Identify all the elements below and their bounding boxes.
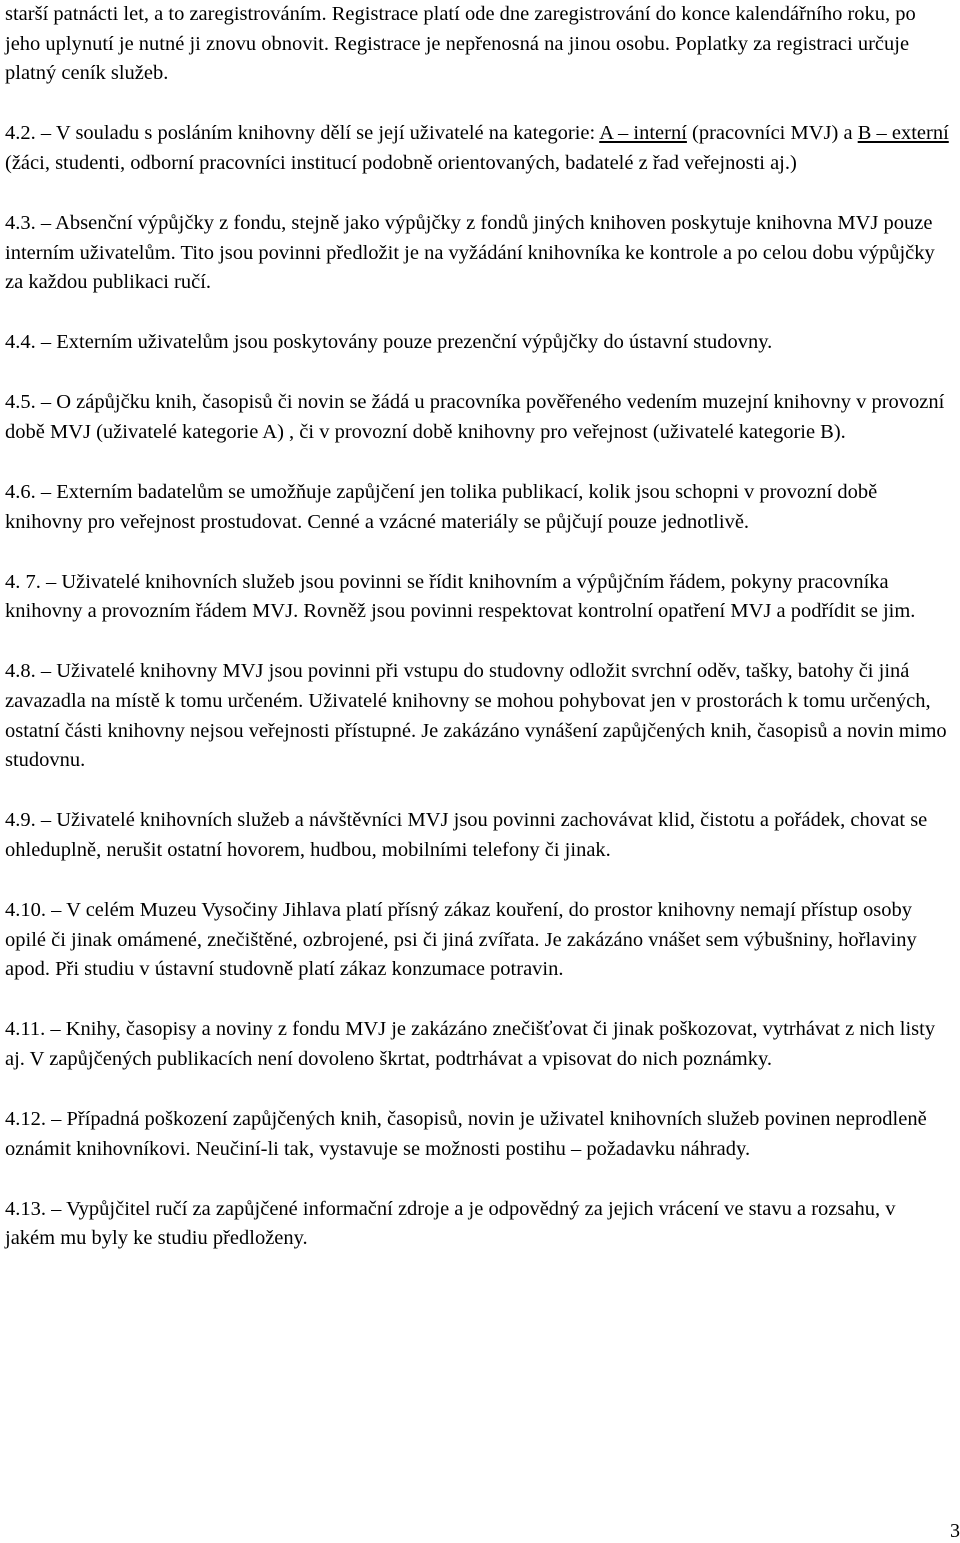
paragraph-4-2-part-3: (žáci, studenti, odborní pracovníci institucí podobně orientovaných, badatelé z řad veřejnosti aj.)	[5, 151, 797, 174]
paragraph-4-11: 4.11. – Knihy, časopisy a noviny z fondu MVJ je zakázáno znečišťovat či jinak poškozovat, vytrhávat z nich listy aj. V zapůjčených publikacích není dovoleno škrtat, podtrhávat a vpisovat do nich poznámky.	[5, 1018, 936, 1070]
paragraph-4-7: 4. 7. – Uživatelé knihovních služeb jsou povinni se řídit knihovním a výpůjčním řádem, pokyny pracovníka knihovny a provozním řádem MVJ. Rovněž jsou povinni respektovat kontrolní opatření MVJ a podřídit se jim.	[5, 570, 916, 623]
paragraph-4-2-part-2: (pracovníci MVJ) a	[686, 122, 858, 145]
paragraph-4-4: 4.4. – Externím uživatelům jsou poskytovány pouze prezenční výpůjčky do ústavní studovny.	[5, 331, 773, 354]
paragraph-intro: starší patnácti let, a to zaregistrováním. Registrace platí ode dne zaregistrování do konce kalendářního roku, po jeho uplynutí je nutné ji znovu obnovit. Registrace je nepřenosná na jinou osobu. Poplatky za registraci určuje platný ceník služeb.	[5, 3, 916, 85]
paragraph-4-13: 4.13. – Vypůjčitel ručí za zapůjčené informační zdroje a je odpovědný za jejich vrácení ve stavu a rozsahu, v jakém mu byly ke studiu předloženy.	[5, 1197, 896, 1250]
paragraph-4-2	[5, 119, 950, 178]
paragraph-4-3: 4.3. – Absenční výpůjčky z fondu, stejně jako výpůjčky z fondů jiných knihoven poskytuje knihovna MVJ pouze interním uživatelům. Tito jsou povinni předložit je na vyžádání knihovníka ke kontrole a po celou dobu výpůjčky za každou publikaci ručí.	[5, 211, 935, 294]
category-b-label: B – externí	[857, 122, 949, 145]
paragraph-4-2-part-1: 4.2. – V souladu s posláním knihovny dělí se její uživatelé na kategorie:	[5, 122, 600, 145]
paragraph-4-6: 4.6. – Externím badatelům se umožňuje zapůjčení jen tolika publikací, kolik jsou schopni v provozní době knihovny pro veřejnost prostudovat. Cenné a vzácné materiály se půjčují pouze jednotlivě.	[5, 481, 878, 533]
page-number: 3	[950, 1520, 960, 1542]
paragraph-4-5: 4.5. – O zápůjčku knih, časopisů či novin se žádá u pracovníka pověřeného vedením muzejní knihovny v provozní době MVJ (uživatelé kategorie A) , či v provozní době knihovny pro veřejnost (uživatelé kategorie B).	[5, 391, 945, 443]
paragraph-4-8: 4.8. – Uživatelé knihovny MVJ jsou povinni při vstupu do studovny odložit svrchní oděv, tašky, batohy či jiná zavazadla na místě k tomu určeném. Uživatelé knihovny se mohou pohybovat jen v prostorách k tomu určených, ostatní části knihovny nejsou veřejnosti přístupné. Je zakázáno vynášení zapůjčených knih, časopisů a novin mimo studovnu.	[5, 660, 947, 772]
paragraph-4-10: 4.10. – V celém Muzeu Vysočiny Jihlava platí přísný zákaz kouření, do prostor knihovny nemají přístup osoby opilé či jinak omámené, znečištěné, ozbrojené, psi či jiná zvířata. Je zakázáno vnášet sem výbušniny, hořlaviny apod. Při studiu v ústavní studovně platí zákaz konzumace potravin.	[5, 898, 917, 981]
document-page	[5, 0, 950, 1284]
paragraph-4-12: 4.12. – Případná poškození zapůjčených knih, časopisů, novin je uživatel knihovních služeb povinen neprodleně oznámit knihovníkovi. Neučiní-li tak, vystavuje se možnosti postihu – požadavku náhrady.	[5, 1107, 927, 1160]
category-a-label: A – interní	[599, 122, 687, 145]
paragraph-4-9: 4.9. – Uživatelé knihovních služeb a návštěvníci MVJ jsou povinni zachovávat klid, čistotu a pořádek, chovat se ohleduplně, nerušit ostatní hovorem, hudbou, mobilními telefony či jinak.	[5, 809, 928, 861]
